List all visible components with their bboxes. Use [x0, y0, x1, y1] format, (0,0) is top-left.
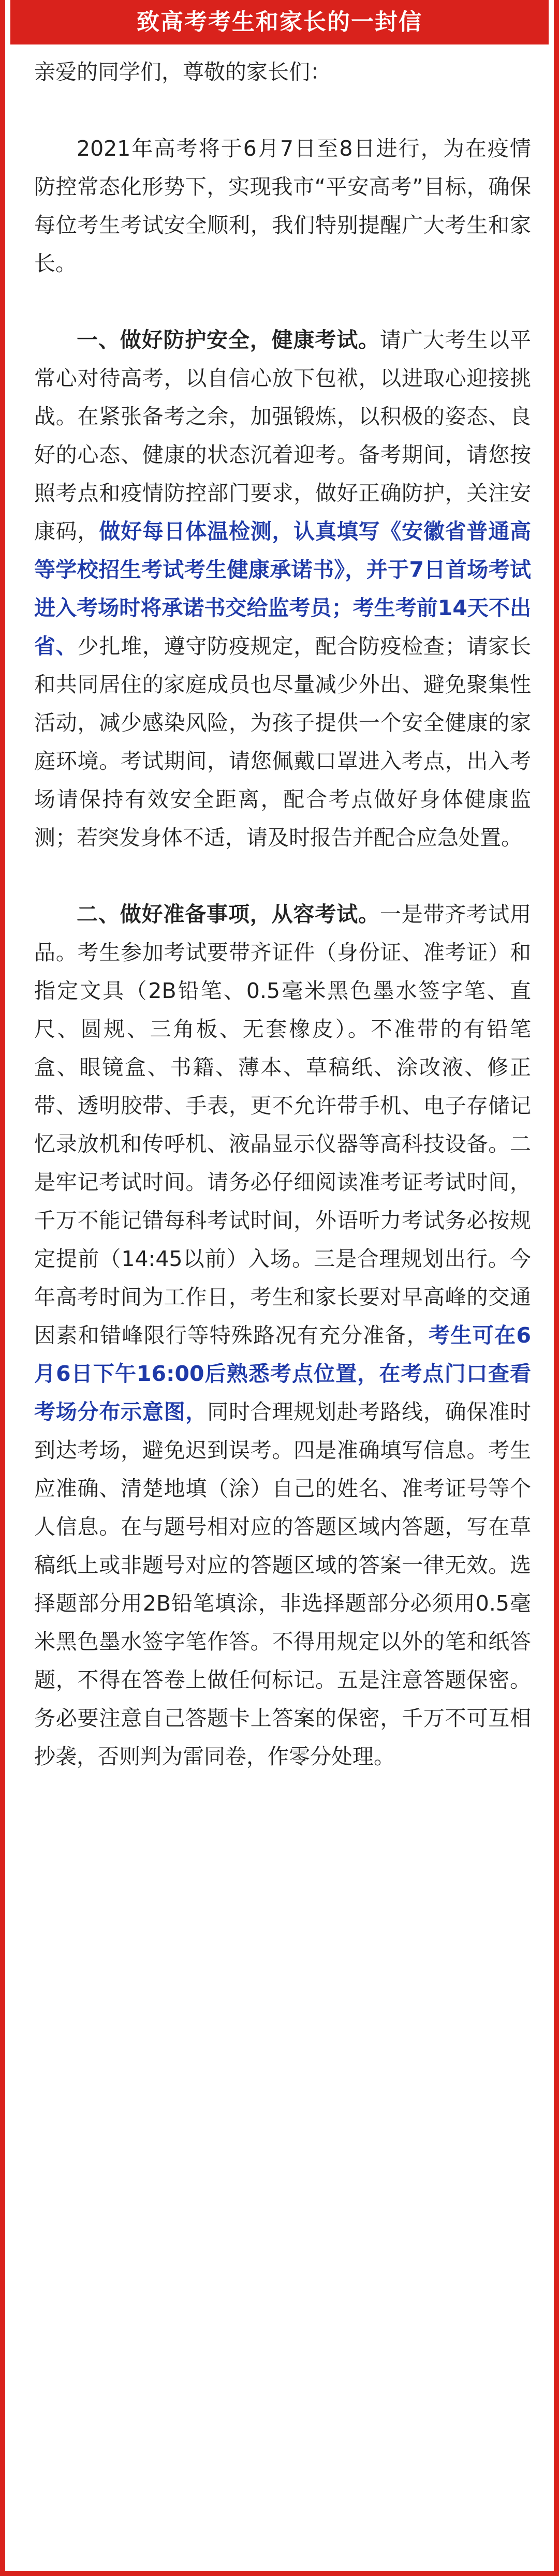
section-2-paragraph: [34, 895, 531, 1776]
section-2-text-a: 一是带齐考试用品。考生参加考试要带齐证件（身份证、准考证）和指定文具（2B铅笔、0.5毫米黑色墨水签字笔、直尺、圆规、三角板、无套橡皮）。不准带的有铅笔盒、眼镜盒、书籍、薄本、草稿纸、涂改液、修正带、透明胶带、手表，更不允许带手机、电子存储记忆录放机和传呼机、液晶显示仪器等高科技设备。二是牢记考试时间。请务必仔细阅读准考证考试时间，千万不能记错每科考试时间，外语听力考试务必按规定提前（14:45以前）入场。三是合理规划出行。今年高考时间为工作日，考生和家长要对早高峰的交通因素和错峰限行等特殊路况有充分准备，: [34, 902, 532, 1348]
letter-title: 致高考考生和家长的一封信: [10, 0, 549, 44]
section-2-heading: 二、做好准备事项，从容考试。: [77, 902, 380, 927]
section-2-highlight: 考生可在6月6日下午16:00后熟悉考点位置，在考点门口查看考场分布示意图，: [34, 1323, 531, 1424]
letter-body: [5, 44, 554, 1776]
section-1-text-a: 请广大考生以平常心对待高考，以自信心放下包袱，以进取心迎接挑战。在紧张备考之余，加强锻炼，以积极的姿态、良好的心态、健康的状态沉着迎考。备考期间，请您按照考点和疫情防控部门要求，做好正确防护，关注安康码，: [34, 327, 532, 544]
section-1-text-b: 少扎堆，遵守防疫规定，配合防疫检查；请家长和共同居住的家庭成员也尽量减少外出、避免聚集性活动，减少感染风险，为孩子提供一个安全健康的家庭环境。考试期间，请您佩戴口罩进入考点，出入考场请保持有效安全距离，配合考点做好身体健康监测；若突发身体不适，请及时报告并配合应急处置。: [34, 634, 531, 850]
section-1-paragraph: [34, 321, 531, 857]
section-2-text-b: 同时合理规划赴考路线，确保准时到达考场，避免迟到误考。四是准确填写信息。考生应准确、清楚地填（涂）自己的姓名、准考证号等个人信息。在与题号相对应的答题区域内答题，写在草稿纸上或非题号对应的答题区域的答案一律无效。选择题部分用2B铅笔填涂，非选择题部分必须用0.5毫米黑色墨水签字笔作答。不得用规定以外的笔和纸答题，不得在答卷上做任何标记。五是注意答题保密。务必要注意自己答题卡上答案的保密，千万不可互相抄袭，否则判为雷同卷，作零分处理。: [34, 1399, 532, 1769]
intro-paragraph: 2021年高考将于6月7日至8日进行，为在疫情防控常态化形势下，实现我市“平安高考”目标，确保每位考生考试安全顺利，我们特别提醒广大考生和家长。: [34, 136, 531, 276]
section-1-heading: 一、做好防护安全，健康考试。: [77, 327, 380, 352]
greeting: 亲爱的同学们，尊敬的家长们：: [34, 59, 331, 84]
section-1-highlight: 做好每日体温检测，认真填写《安徽省普通高等学校招生考试考生健康承诺书》，并于7日首场考试进入考场时将承诺书交给监考员；考生考前14天不出省、: [34, 519, 532, 659]
